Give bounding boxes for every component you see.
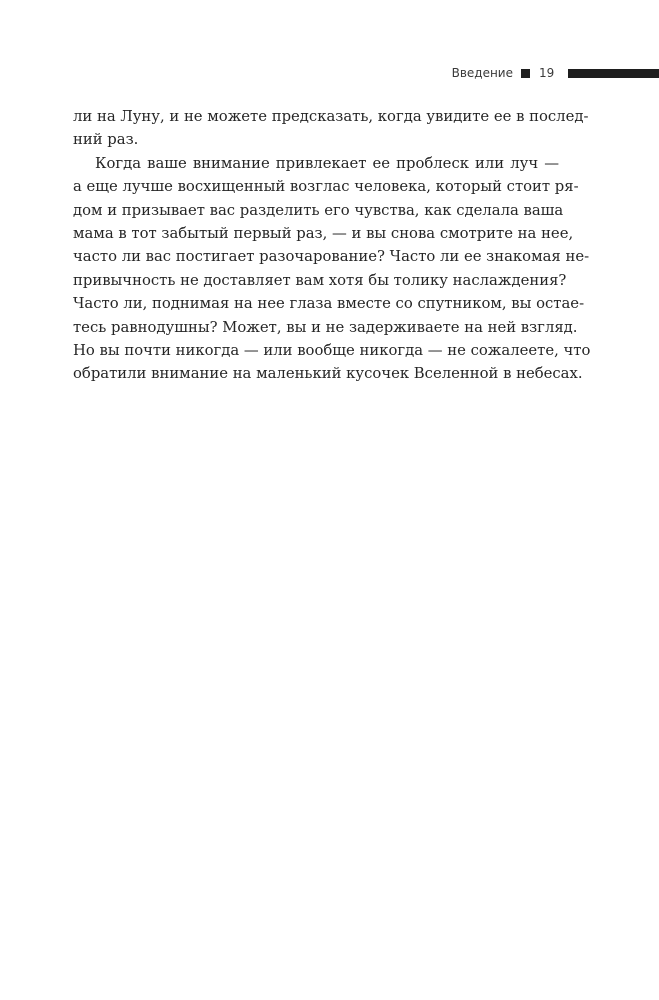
text-line: обратили внимание на маленький кусочек Вселенной в небесах.: [73, 365, 583, 383]
body-text: [73, 105, 591, 386]
text-line: тесь равнодушны? Может, вы и не задерживаете на ней взгляд.: [73, 318, 578, 336]
text-line: ний раз.: [73, 131, 139, 149]
page-number: 19: [539, 66, 555, 80]
header-bar: [568, 69, 659, 78]
text-line: привычность не доставляет вам хотя бы толику наслаждения?: [73, 271, 567, 289]
text-line: часто ли вас постигает разочарование? Часто ли ее знакомая не-: [73, 248, 590, 266]
text-line: а еще лучше восхищенный возглас человека, который стоит ря-: [73, 178, 579, 196]
text-line: мама в тот забытый первый раз, — и вы снова смотрите на нее,: [73, 224, 574, 242]
section-title: Введение: [451, 66, 513, 80]
text-line: Но вы почти никогда — или вообще никогда — не сожалеете, что: [73, 341, 591, 359]
header-square-marker: [521, 69, 530, 78]
text-line: Часто ли, поднимая на нее глаза вместе со спутником, вы остае-: [73, 295, 585, 313]
text-line: ли на Луну, и не можете предсказать, когда увидите ее в послед-: [73, 108, 589, 125]
running-header: [0, 64, 659, 84]
text-line: Когда ваше внимание привлекает ее проблеск или луч —: [95, 154, 559, 172]
text-line: дом и призывает вас разделить его чувства, как сделала ваша: [73, 201, 564, 219]
